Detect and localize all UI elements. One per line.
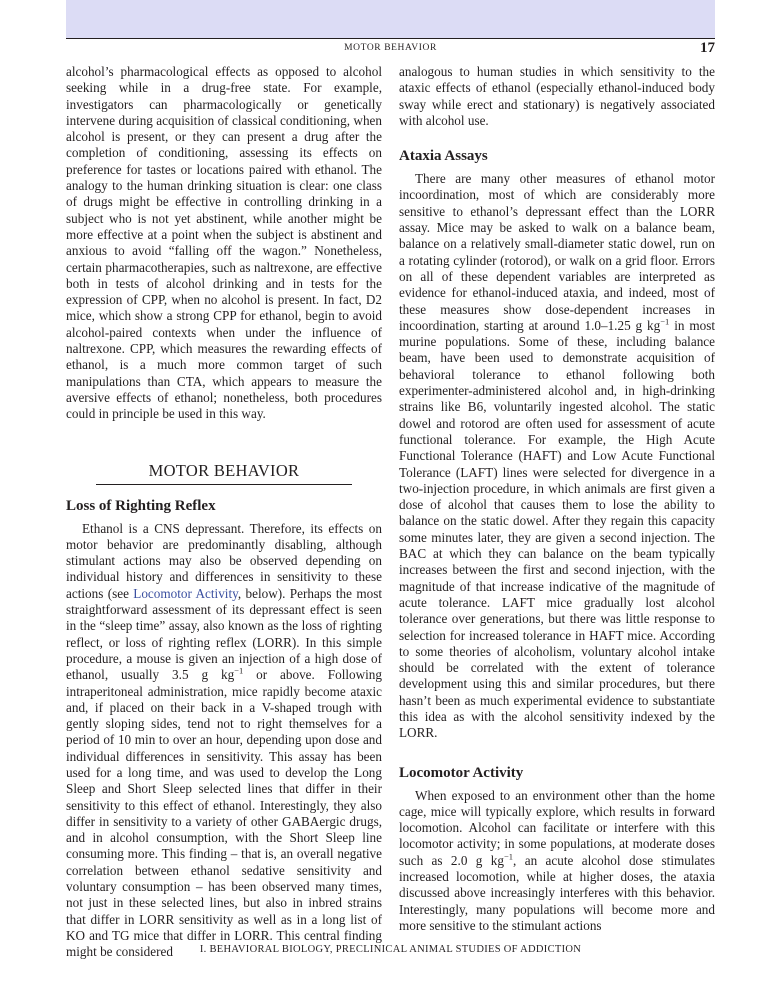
superscript: −1	[660, 316, 670, 327]
section-rule	[96, 484, 352, 485]
left-column	[66, 64, 382, 961]
text-span: , an acute alcohol dose stimulates increased locomotion, while at higher doses, the ataxia discussed above increasingly interferes with this behavior. Interestingly, many populations will become more and more sensitive to the stimulant actions	[399, 852, 715, 933]
subsection-heading: Loss of Righting Reflex	[66, 497, 216, 514]
paragraph: analogous to human studies in which sensitivity to the ataxic effects of ethanol (especially ethanol-induced body sway while erect and stationary) is negatively associated with alcohol use.	[399, 64, 715, 128]
page-number: 17	[700, 40, 715, 56]
subsection-heading: Locomotor Activity	[399, 764, 524, 781]
text-span: When exposed to an environment other than the home cage, mice will typically explore, which results in forward locomotion. Alcohol can facilitate or interfere with this locomotor activity; in some populations, at moderate doses such as 2.0 g kg	[399, 787, 715, 868]
header-rule	[66, 38, 715, 39]
text-span: There are many other measures of ethanol motor incoordination, most of which are considerably more sensitive to ethanol’s depressant effect than the LORR assay. Mice may be asked to walk on a balance beam, balance on a relatively small-diameter static dowel, run on a rotating cylinder (rotorod), or walk on a grid floor. Errors on all of these dependent variables are interpreted as evidence for ethanol-induced ataxia, and indeed, most of these measures show dose-dependent increases in incoordination, starting at around 1.0–1.25 g kg	[399, 171, 715, 333]
paragraph: alcohol’s pharmacological effects as opposed to alcohol seeking while in a drug-free state. For example, investigators can pharmacologically or genetically intervene during acquisition of classical conditioning, when alcohol is present, or they can present a drug after the completion of conditioning, assessing its effects on preference for tastes or locations paired with ethanol. The analogy to the human drinking situation is clear: one class of drugs might be effective in controlling drinking in a subject who is not yet abstinent, while another might be more effective at a point when the subject is abstinent and anxious to avoid “falling off the wagon.” Nonetheless, certain pharmacotherapies, such as naltrexone, are effective both in tests of alcohol drinking and in tests for the expression of CPP, when no alcohol is present. In fact, D2 mice, which show a strong CPP for ethanol, begin to avoid alcohol-paired contexts when under the influence of naltrexone. CPP, which measures the rewarding effects of ethanol, is a much more common target of such manipulations than CTA, which appears to measure the aversive effects of ethanol; nonetheless, both procedures could in principle be used in this way.	[66, 64, 382, 422]
header-band	[66, 0, 715, 38]
text-span: or above. Following intraperitoneal administration, mice rapidly become ataxic and, if placed on their back in a V-shaped trough with gently sloping sides, tend not to right themselves for a period of 10 min to over an hour, depending upon dose and individual differences in sensitivity. This assay has been used for a long time, and was used to develop the Long Sleep and Short Sleep selected lines that differ in their sensitivity to this effect of ethanol. Interestingly, they also differ in sensitivity to a variety of other GABAergic drugs, and in alcohol consumption, with the Short Sleep line consuming more. This finding – that is, an overall negative correlation between ethanol sedative sensitivity and voluntary consumption – has been observed many times, not just in these selected lines, but also in inbred strains that differ in LORR sensitivity as well as in a long list of KO and TG mice that differ in LORR. This central finding might be considered	[66, 667, 382, 960]
text-span: Ethanol is a CNS depressant. Therefore, its effects on motor behavior are predominantly disabling, although stimulant actions may also be observed depending on individual history and differences in sensitivity to these actions (see	[66, 520, 382, 601]
running-head: MOTOR BEHAVIOR	[344, 43, 437, 53]
paragraph	[399, 788, 715, 935]
paragraph	[66, 521, 382, 961]
text-span: , below). Perhaps the most straightforward assessment of its depressant effect is seen in the “sleep time” assay, also known as the loss of righting reflect, or loss of righting reflex (LORR). In this simple procedure, a mouse is given an injection of a high dose of ethanol, usually 3.5 g kg	[66, 585, 382, 683]
superscript: −1	[503, 851, 514, 862]
superscript: −1	[234, 665, 244, 676]
section-title: MOTOR BEHAVIOR	[148, 460, 300, 480]
paragraph	[399, 171, 715, 741]
subsection-heading: Ataxia Assays	[399, 148, 488, 165]
text-span: in most murine populations. Some of these, including balance beam, have been used to demonstrate acquisition of behavioral tolerance to ethanol following both experimenter-administered alcohol and, in high-drinking strains like B6, voluntarily ingested alcohol. The static dowel and rotorod are often used for assessment of acute functional tolerance. For example, the High Acute Functional Tolerance (HAFT) and Low Acute Functional Tolerance (LAFT) lines were selected for divergence in a two-injection procedure, in which animals are first given a dose of alcohol that causes them to lose the ability to balance on the static dowel. After they regain this capacity some minutes later, they are given a second injection. The BAC at which they can balance on the beam typically increases between the first and second injection, with the magnitude of that increase indicative of the magnitude of acute tolerance. LAFT mice gradually lost alcohol tolerance over generations, but there was little response to selection for increased tolerance in HAFT mice. According to some theories of alcoholism, voluntary alcohol intake should be correlated with the extent of tolerance development using this and similar procedures, but there hasn’t been as much experimental evidence to substantiate this idea as with the alcohol sensitivity indexed by the LORR.	[399, 317, 716, 741]
cross-reference-link[interactable]: Locomotor Activity	[133, 585, 238, 601]
footer-text: I. BEHAVIORAL BIOLOGY, PRECLINICAL ANIMAL STUDIES OF ADDICTION	[199, 944, 582, 955]
right-column	[399, 64, 715, 934]
